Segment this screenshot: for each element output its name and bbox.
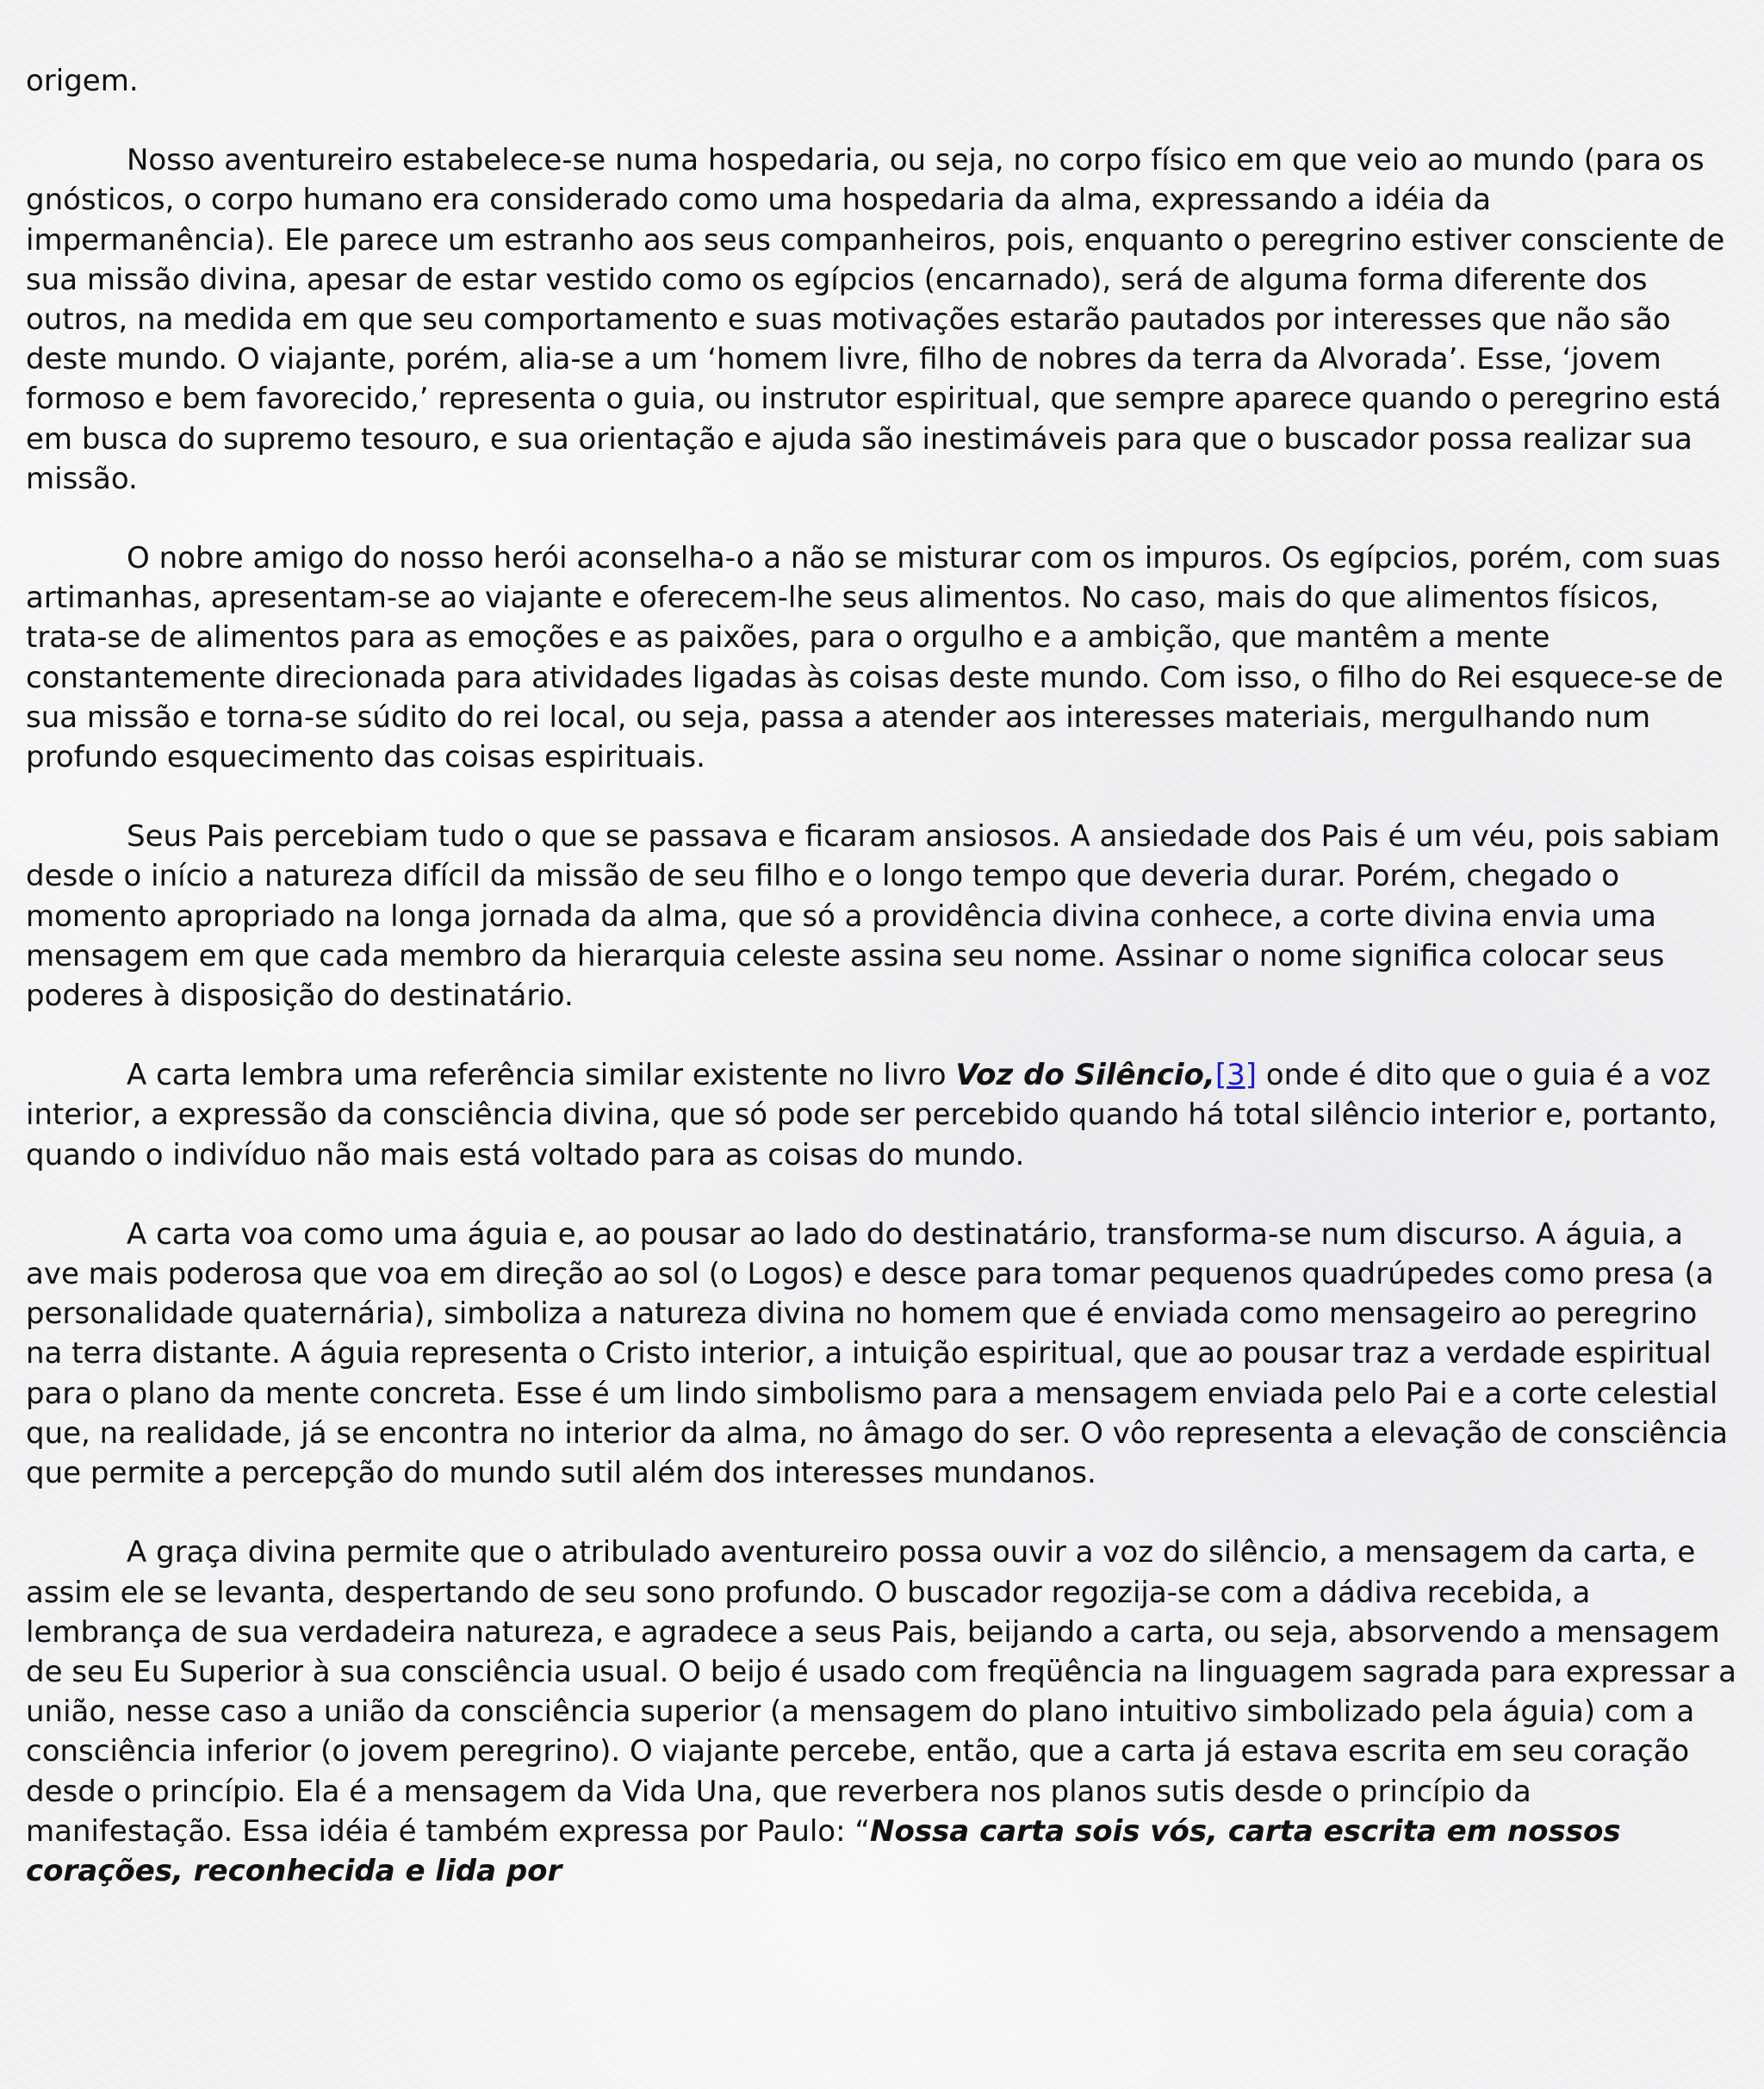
footnote-link[interactable]: [3] [1214, 1058, 1258, 1093]
quote-emphasis: Nossa carta sois vós, carta escrita em nossos corações, reconhecida e lida por [26, 1813, 1621, 1888]
paragraph-text: A carta lembra uma referência similar existente no livro [127, 1058, 956, 1093]
paragraph-carta-voa [26, 1215, 1740, 1493]
paragraph-text: A graça divina permite que o atribulado aventureiro possa ouvir a voz do silêncio, a mensagem da carta, e assim ele se levanta, despertando de seu sono profundo. O buscador regozija-se com a dádiva recebida, a lembrança de sua verdadeira natureza, e agradece a seus Pais, beijando a carta, ou seja, absorvendo a mensagem de seu Eu Superior à sua consciência usual. O beijo é usado com freqüência na linguagem sagrada para expressar a união, nesse caso a união da consciência superior (a mensagem do plano intuitivo simbolizado pela águia) com a consciência inferior (o jovem peregrino). O viajante percebe, então, que a carta já estava escrita em seu coração desde o princípio. Ela é a mensagem da Vida Una, que reverbera nos planos sutis desde o princípio da manifestação. Essa idéia é também expressa por Paulo: “ [26, 1535, 1736, 1849]
paragraph-origem [26, 61, 1740, 101]
paragraph-seus-pais [26, 817, 1740, 1016]
paragraph-carta-lembra [26, 1055, 1740, 1175]
paragraph-text: A carta voa como uma águia e, ao pousar ao lado do destinatário, transforma-se num discurso. A águia, a ave mais poderosa que voa em direção ao sol (o Logos) e desce para tomar pequenos quadrúpedes como presa (a personalidade quaternária), simboliza a natureza divina no homem que é enviada como mensageiro ao peregrino na terra distante. A águia representa o Cristo interior, a intuição espiritual, que ao pousar traz a verdade espiritual para o plano da mente concreta. Esse é um lindo simbolismo para a mensagem enviada pelo Pai e a corte celestial que, na realidade, já se encontra no interior da alma, no âmago do ser. O vôo representa a elevação de consciência que permite a percepção do mundo sutil além dos interesses mundanos. [26, 1216, 1728, 1491]
paragraph-text: onde é dito que o guia é a voz interior, a expressão da consciência divina, que só pode ser percebido quando há total silêncio interior e, portanto, quando o indivíduo não mais está voltado para as coisas do mundo. [26, 1058, 1717, 1172]
paragraph-graca-divina [26, 1533, 1740, 1891]
paragraph-text: Seus Pais percebiam tudo o que se passava e ficaram ansiosos. A ansiedade dos Pais é um véu, pois sabiam desde o início a natureza difícil da missão de seu filho e o longo tempo que deveria durar. Porém, chegado o momento apropriado na longa jornada da alma, que só a providência divina conhece, a corte divina envia uma mensagem em que cada membro da hierarquia celeste assina seu nome. Assinar o nome significa colocar seus poderes à disposição do destinatário. [26, 819, 1720, 1014]
paragraph-hospedaria [26, 140, 1740, 499]
book-title-emphasis: Voz do Silêncio, [955, 1058, 1215, 1093]
paragraph-text: O nobre amigo do nosso herói aconselha-o a não se misturar com os impuros. Os egípcios, porém, com suas artimanhas, apresentam-se ao viajante e oferecem-lhe seus alimentos. No caso, mais do que alimentos físicos, trata-se de alimentos para as emoções e as paixões, para o orgulho e a ambição, que mantêm a mente constantemente direcionada para atividades ligadas às coisas deste mundo. Com isso, o filho do Rei esquece-se de sua missão e torna-se súdito do rei local, ou seja, passa a atender aos interesses materiais, mergulhando num profundo esquecimento das coisas espirituais. [26, 541, 1724, 775]
document-body [26, 61, 1740, 1930]
paragraph-text: Nosso aventureiro estabelece-se numa hospedaria, ou seja, no corpo físico em que veio ao mundo (para os gnósticos, o corpo humano era considerado como uma hospedaria da alma, expressando a idéia da impermanência). Ele parece um estranho aos seus companheiros, pois, enquanto o peregrino estiver consciente de sua missão divina, apesar de estar vestido como os egípcios (encarnado), será de alguma forma diferente dos outros, na medida em que seu comportamento e suas motivações estarão pautados por interesses que não são deste mundo. O viajante, porém, alia-se a um ‘homem livre, filho de nobres da terra da Alvorada’. Esse, ‘jovem formoso e bem favorecido,’ representa o guia, ou instrutor espiritual, que sempre aparece quando o peregrino está em busca do supremo tesouro, e sua orientação e ajuda são inestimáveis para que o buscador possa realizar sua missão. [26, 143, 1725, 496]
paragraph-nobre-amigo [26, 538, 1740, 777]
paragraph-text: origem. [26, 64, 139, 98]
